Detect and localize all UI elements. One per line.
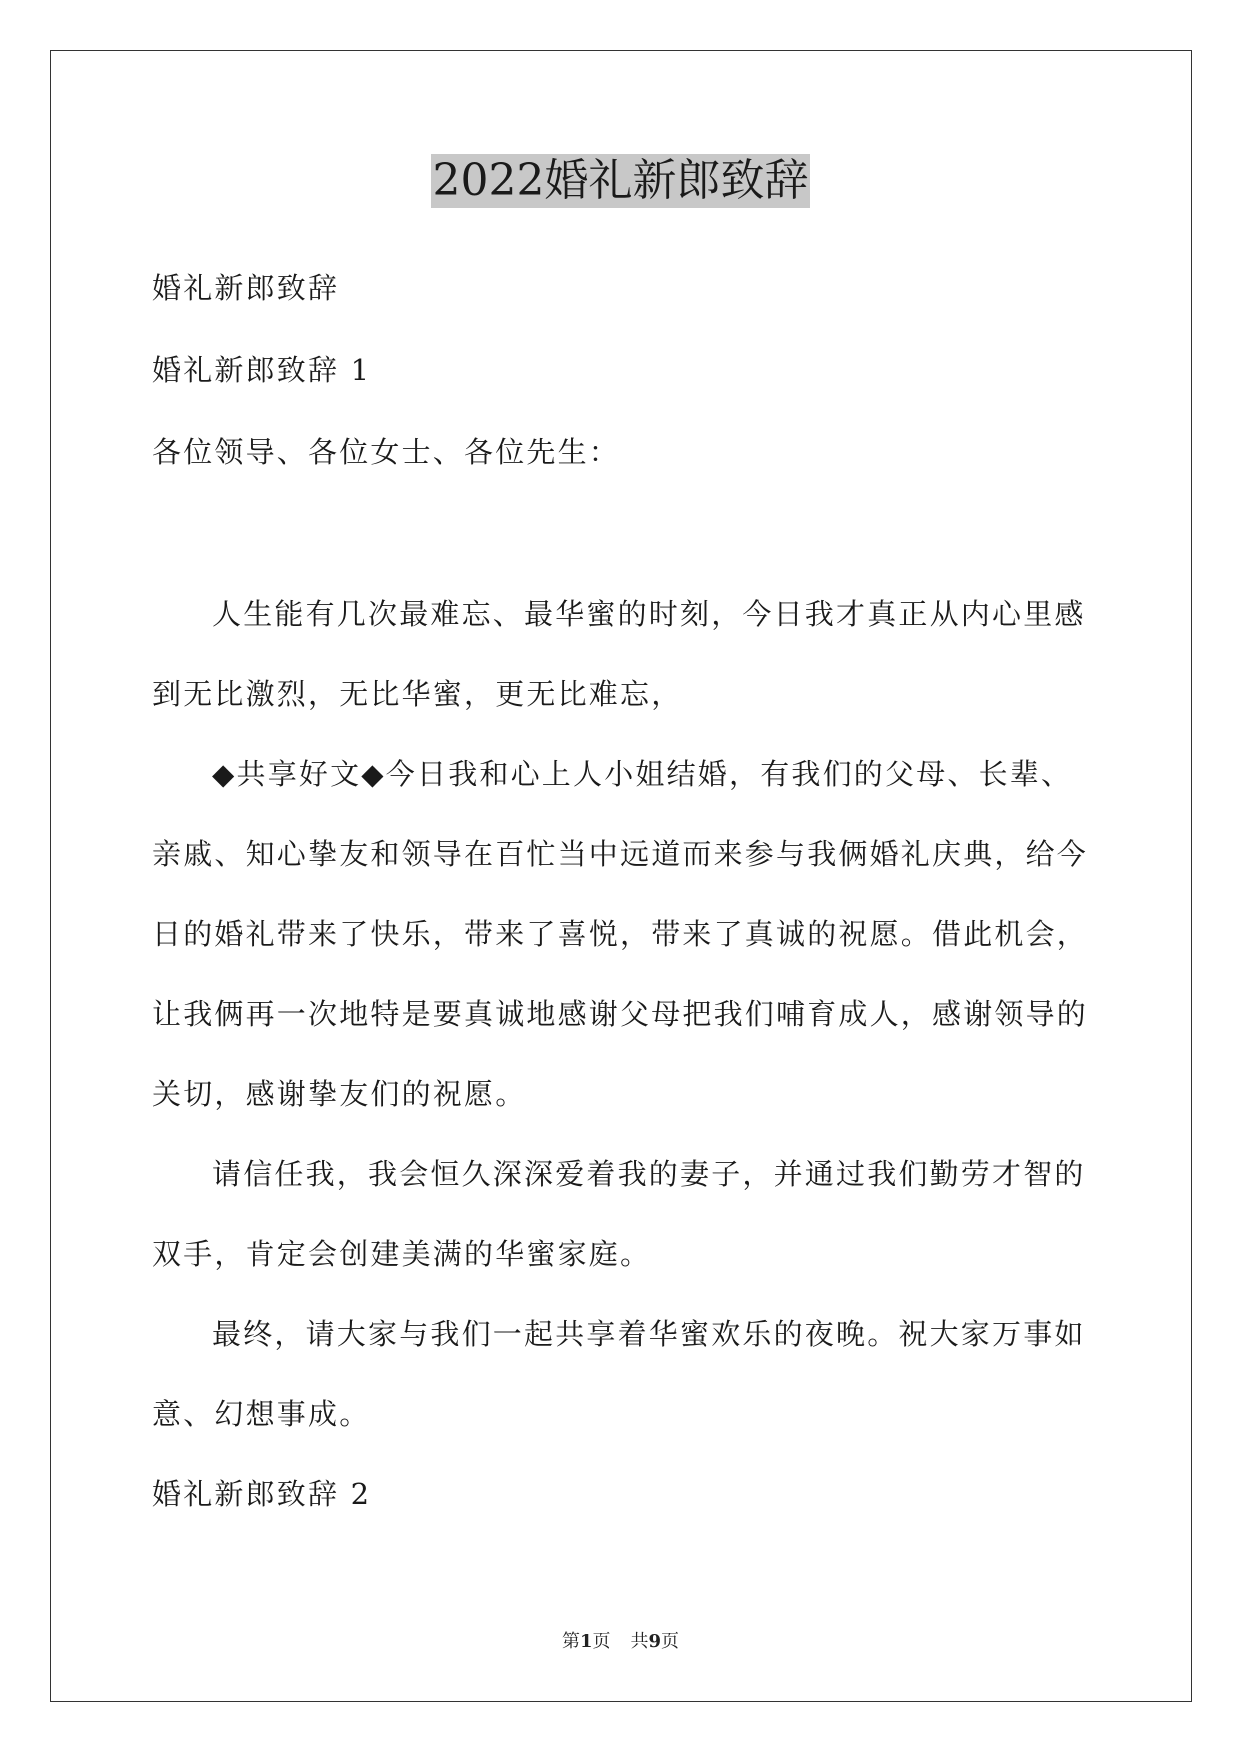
paragraph-3-line-2: 双手，肯定会创建美满的华蜜家庭。 <box>152 1237 652 1271</box>
paragraph-2-line-4: 让我俩再一次地特是要真诚地感谢父母把我们哺育成人，感谢领导的 <box>152 997 1089 1031</box>
paragraph-2-line-1: ◆共享好文◆今日我和心上人小姐结婚，有我们的父母、长辈、 <box>212 757 1073 791</box>
page-footer <box>0 1630 1241 1654</box>
page-total: 9 <box>648 1631 662 1652</box>
paragraph-4-line-1: 最终，请大家与我们一起共享着华蜜欢乐的夜晚。祝大家万事如 <box>212 1317 1086 1351</box>
paragraph-2-line-5: 关切，感谢挚友们的祝愿。 <box>152 1077 527 1111</box>
total-prefix: 共 <box>630 1631 649 1652</box>
salutation: 各位领导、各位女士、各位先生： <box>152 435 621 469</box>
document-title <box>0 154 1241 208</box>
paragraph-2-line-3: 日的婚礼带来了快乐，带来了喜悦，带来了真诚的祝愿。借此机会， <box>152 917 1089 951</box>
section-subheading: 婚礼新郎致辞 1 <box>152 353 372 387</box>
document-title-text: 2022婚礼新郎致辞 <box>432 155 809 206</box>
total-suffix: 页 <box>661 1631 680 1652</box>
paragraph-1-line-1: 人生能有几次最难忘、最华蜜的时刻，今日我才真正从内心里感 <box>212 597 1086 631</box>
paragraph-4-line-2: 意、幻想事成。 <box>152 1397 371 1431</box>
paragraph-3-line-1: 请信任我，我会恒久深深爱着我的妻子，并通过我们勤劳才智的 <box>212 1157 1086 1191</box>
paragraph-1-line-2: 到无比激烈，无比华蜜，更无比难忘， <box>152 677 683 711</box>
section-heading: 婚礼新郎致辞 <box>152 271 340 305</box>
paragraph-2-line-2: 亲戚、知心挚友和领导在百忙当中远道而来参与我俩婚礼庆典，给今 <box>152 837 1089 871</box>
page-prefix: 第 <box>561 1631 580 1652</box>
section-subheading-2: 婚礼新郎致辞 2 <box>152 1477 372 1511</box>
page-suffix: 页 <box>592 1631 611 1652</box>
page-current: 1 <box>579 1631 593 1652</box>
